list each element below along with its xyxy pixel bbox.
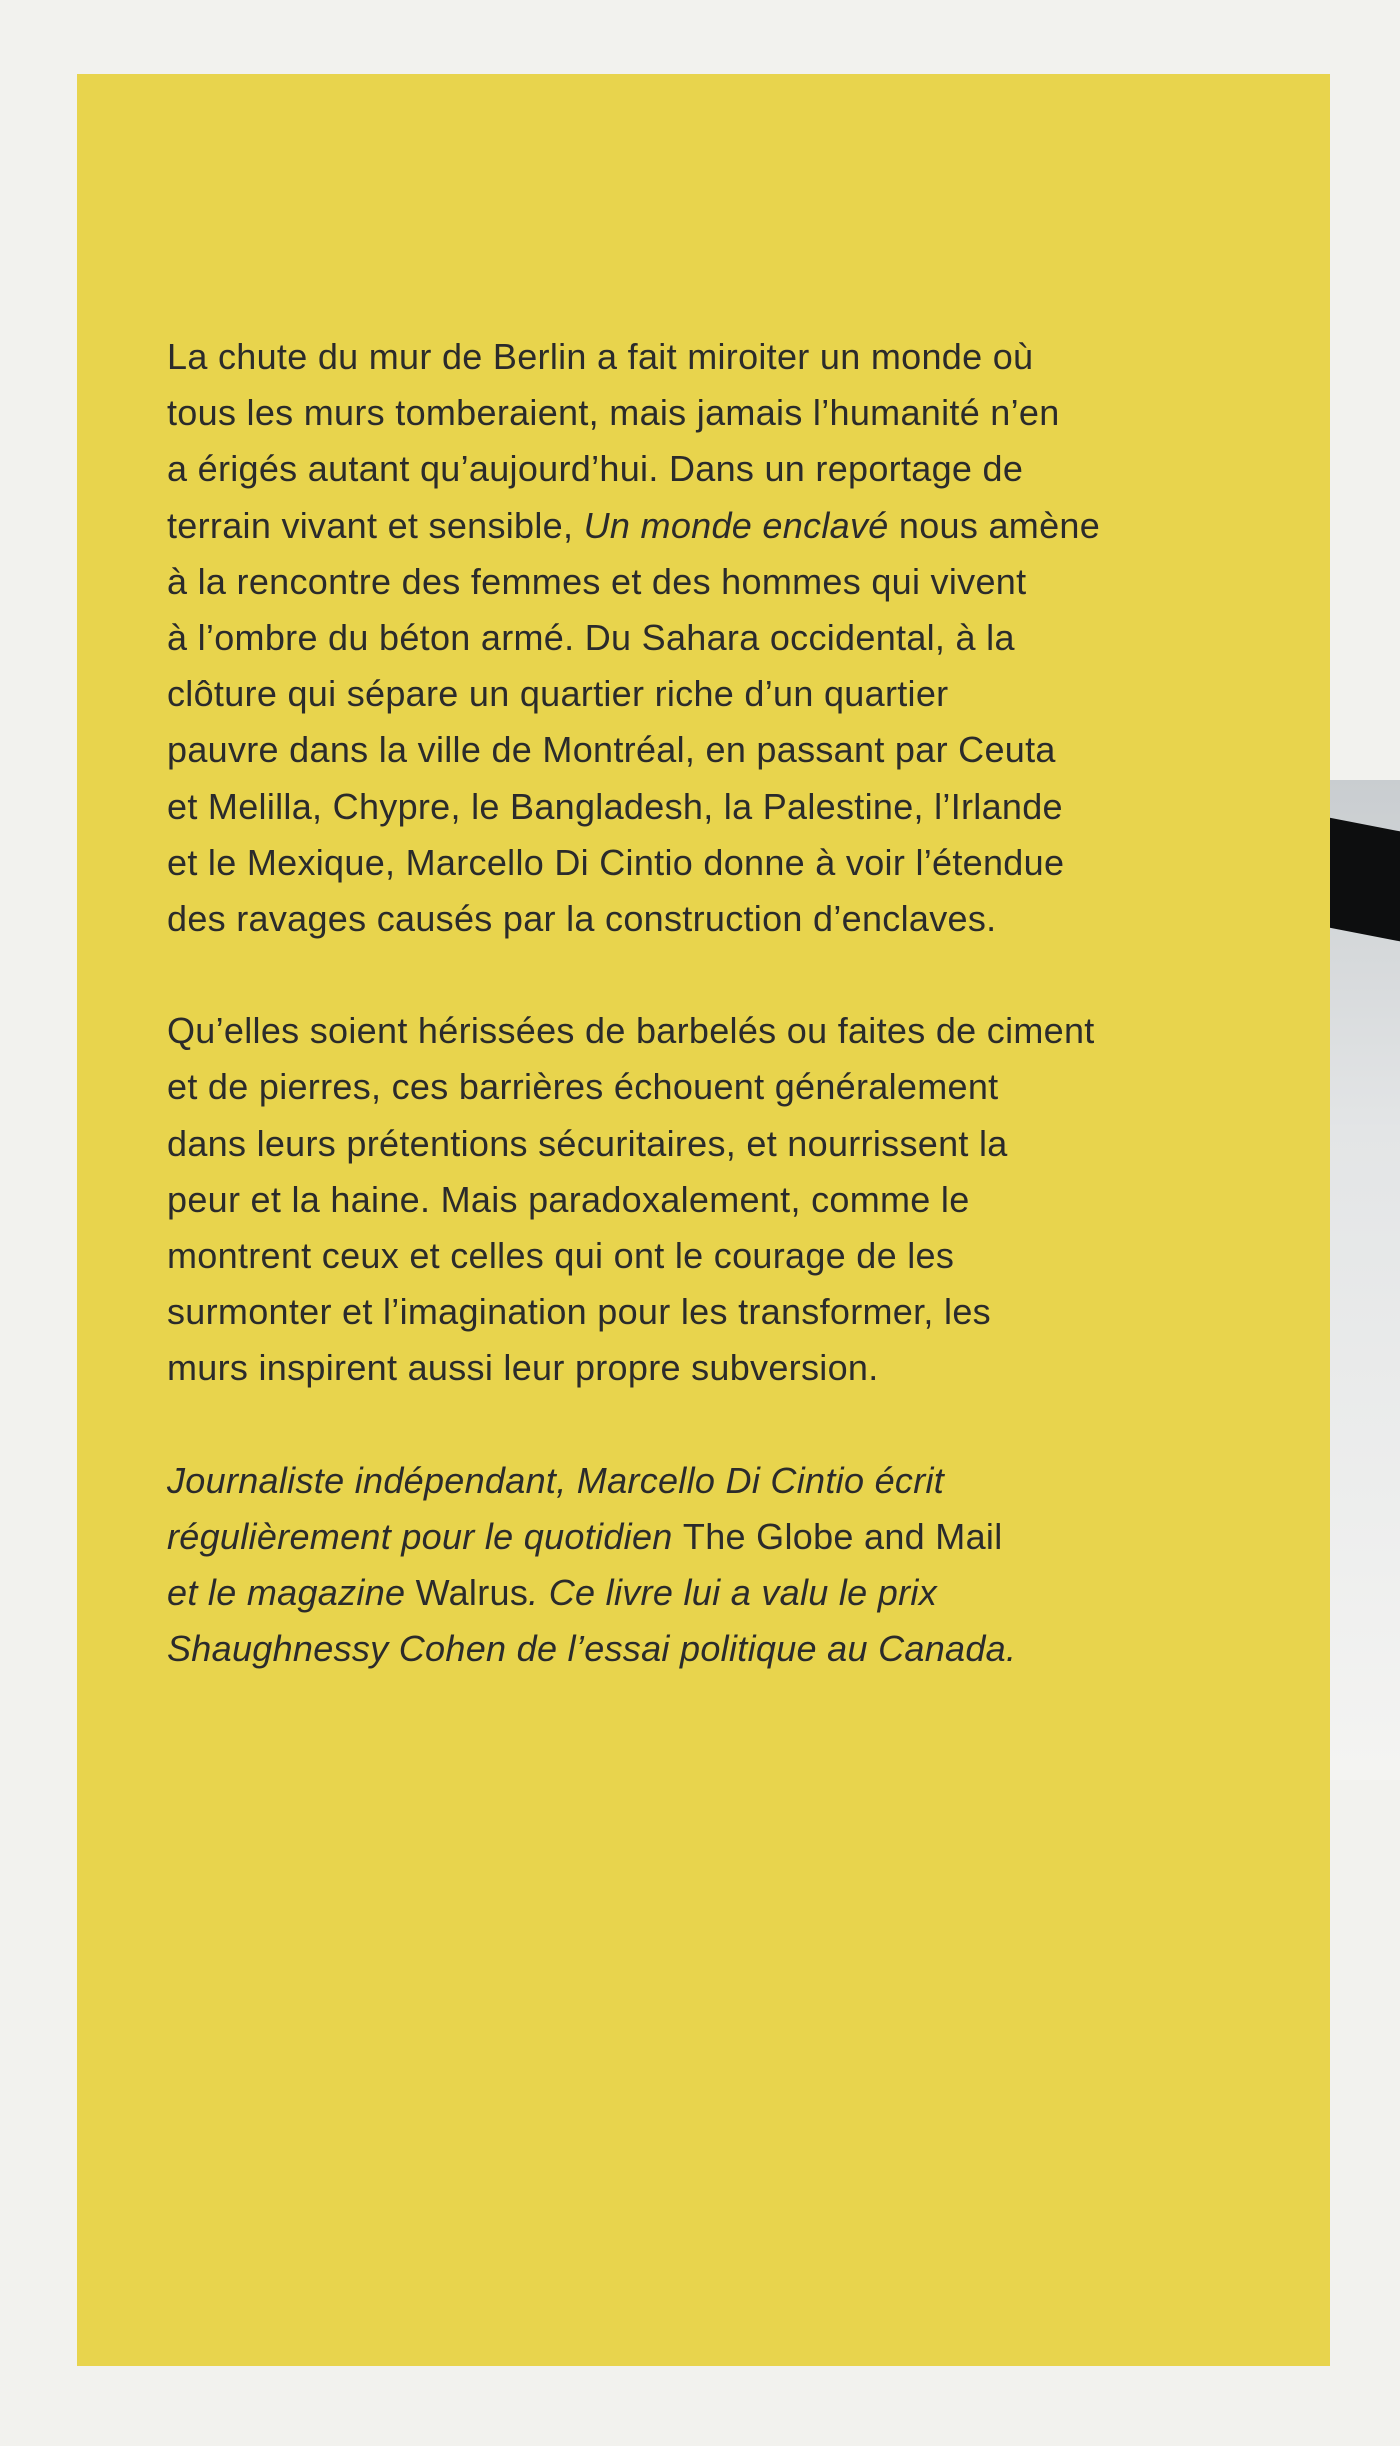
text-line: montrent ceux et celles qui ont le courage de les: [167, 1235, 955, 1277]
text-line: [167, 1565, 1257, 1621]
author-bio: [167, 1453, 1257, 1678]
summary-paragraph-2: [167, 1003, 1257, 1396]
text-line: La chute du mur de Berlin a fait miroiter un monde où: [167, 336, 1034, 377]
text-line: Journaliste indépendant, Marcello Di Cintio écrit: [167, 1459, 945, 1501]
text-line: dans leurs prétentions sécuritaires, et nourrissent la: [167, 1122, 1008, 1164]
publication-name: Walrus: [415, 1572, 529, 1614]
book-title: Un monde enclavé: [583, 504, 889, 546]
text-span: nous amène: [888, 504, 1101, 546]
text-line: à la rencontre des femmes et des hommes qui vivent: [167, 560, 1027, 602]
text-line: clôture qui sépare un quartier riche d’un quartier: [167, 673, 949, 715]
text-line: et le Mexique, Marcello Di Cintio donne à voir l’étendue: [167, 841, 1065, 883]
back-cover-panel: [77, 74, 1330, 2366]
text-line: à l’ombre du béton armé. Du Sahara occidental, à la: [167, 617, 1015, 659]
text-line: et Melilla, Chypre, le Bangladesh, la Palestine, l’Irlande: [167, 785, 1063, 827]
back-cover-text: [167, 329, 1257, 1733]
text-span: et le magazine: [167, 1572, 416, 1614]
text-line: tous les murs tomberaient, mais jamais l’humanité n’en: [167, 392, 1060, 434]
text-line: surmonter et l’imagination pour les transformer, les: [167, 1291, 991, 1333]
text-line: Qu’elles soient hérissées de barbelés ou faites de ciment: [167, 1010, 1095, 1052]
text-line: murs inspirent aussi leur propre subversion.: [167, 1347, 879, 1389]
text-line: peur et la haine. Mais paradoxalement, comme le: [167, 1178, 970, 1220]
summary-paragraph-1: [167, 329, 1257, 947]
text-line: pauvre dans la ville de Montréal, en passant par Ceuta: [167, 729, 1056, 771]
text-line: [167, 1509, 1257, 1565]
text-line: et de pierres, ces barrières échouent généralement: [167, 1066, 999, 1108]
text-line: des ravages causés par la construction d’enclaves.: [167, 898, 997, 940]
text-span: . Ce livre lui a valu le prix: [528, 1572, 937, 1614]
text-span: terrain vivant et sensible,: [167, 504, 584, 546]
text-line: a érigés autant qu’aujourd’hui. Dans un reportage de: [167, 448, 1024, 490]
text-span: régulièrement pour le quotidien: [167, 1515, 683, 1557]
text-line: Shaughnessy Cohen de l’essai politique au Canada.: [167, 1628, 1017, 1670]
text-line: [167, 498, 1257, 554]
publication-name: The Globe and Mail: [682, 1515, 1003, 1557]
